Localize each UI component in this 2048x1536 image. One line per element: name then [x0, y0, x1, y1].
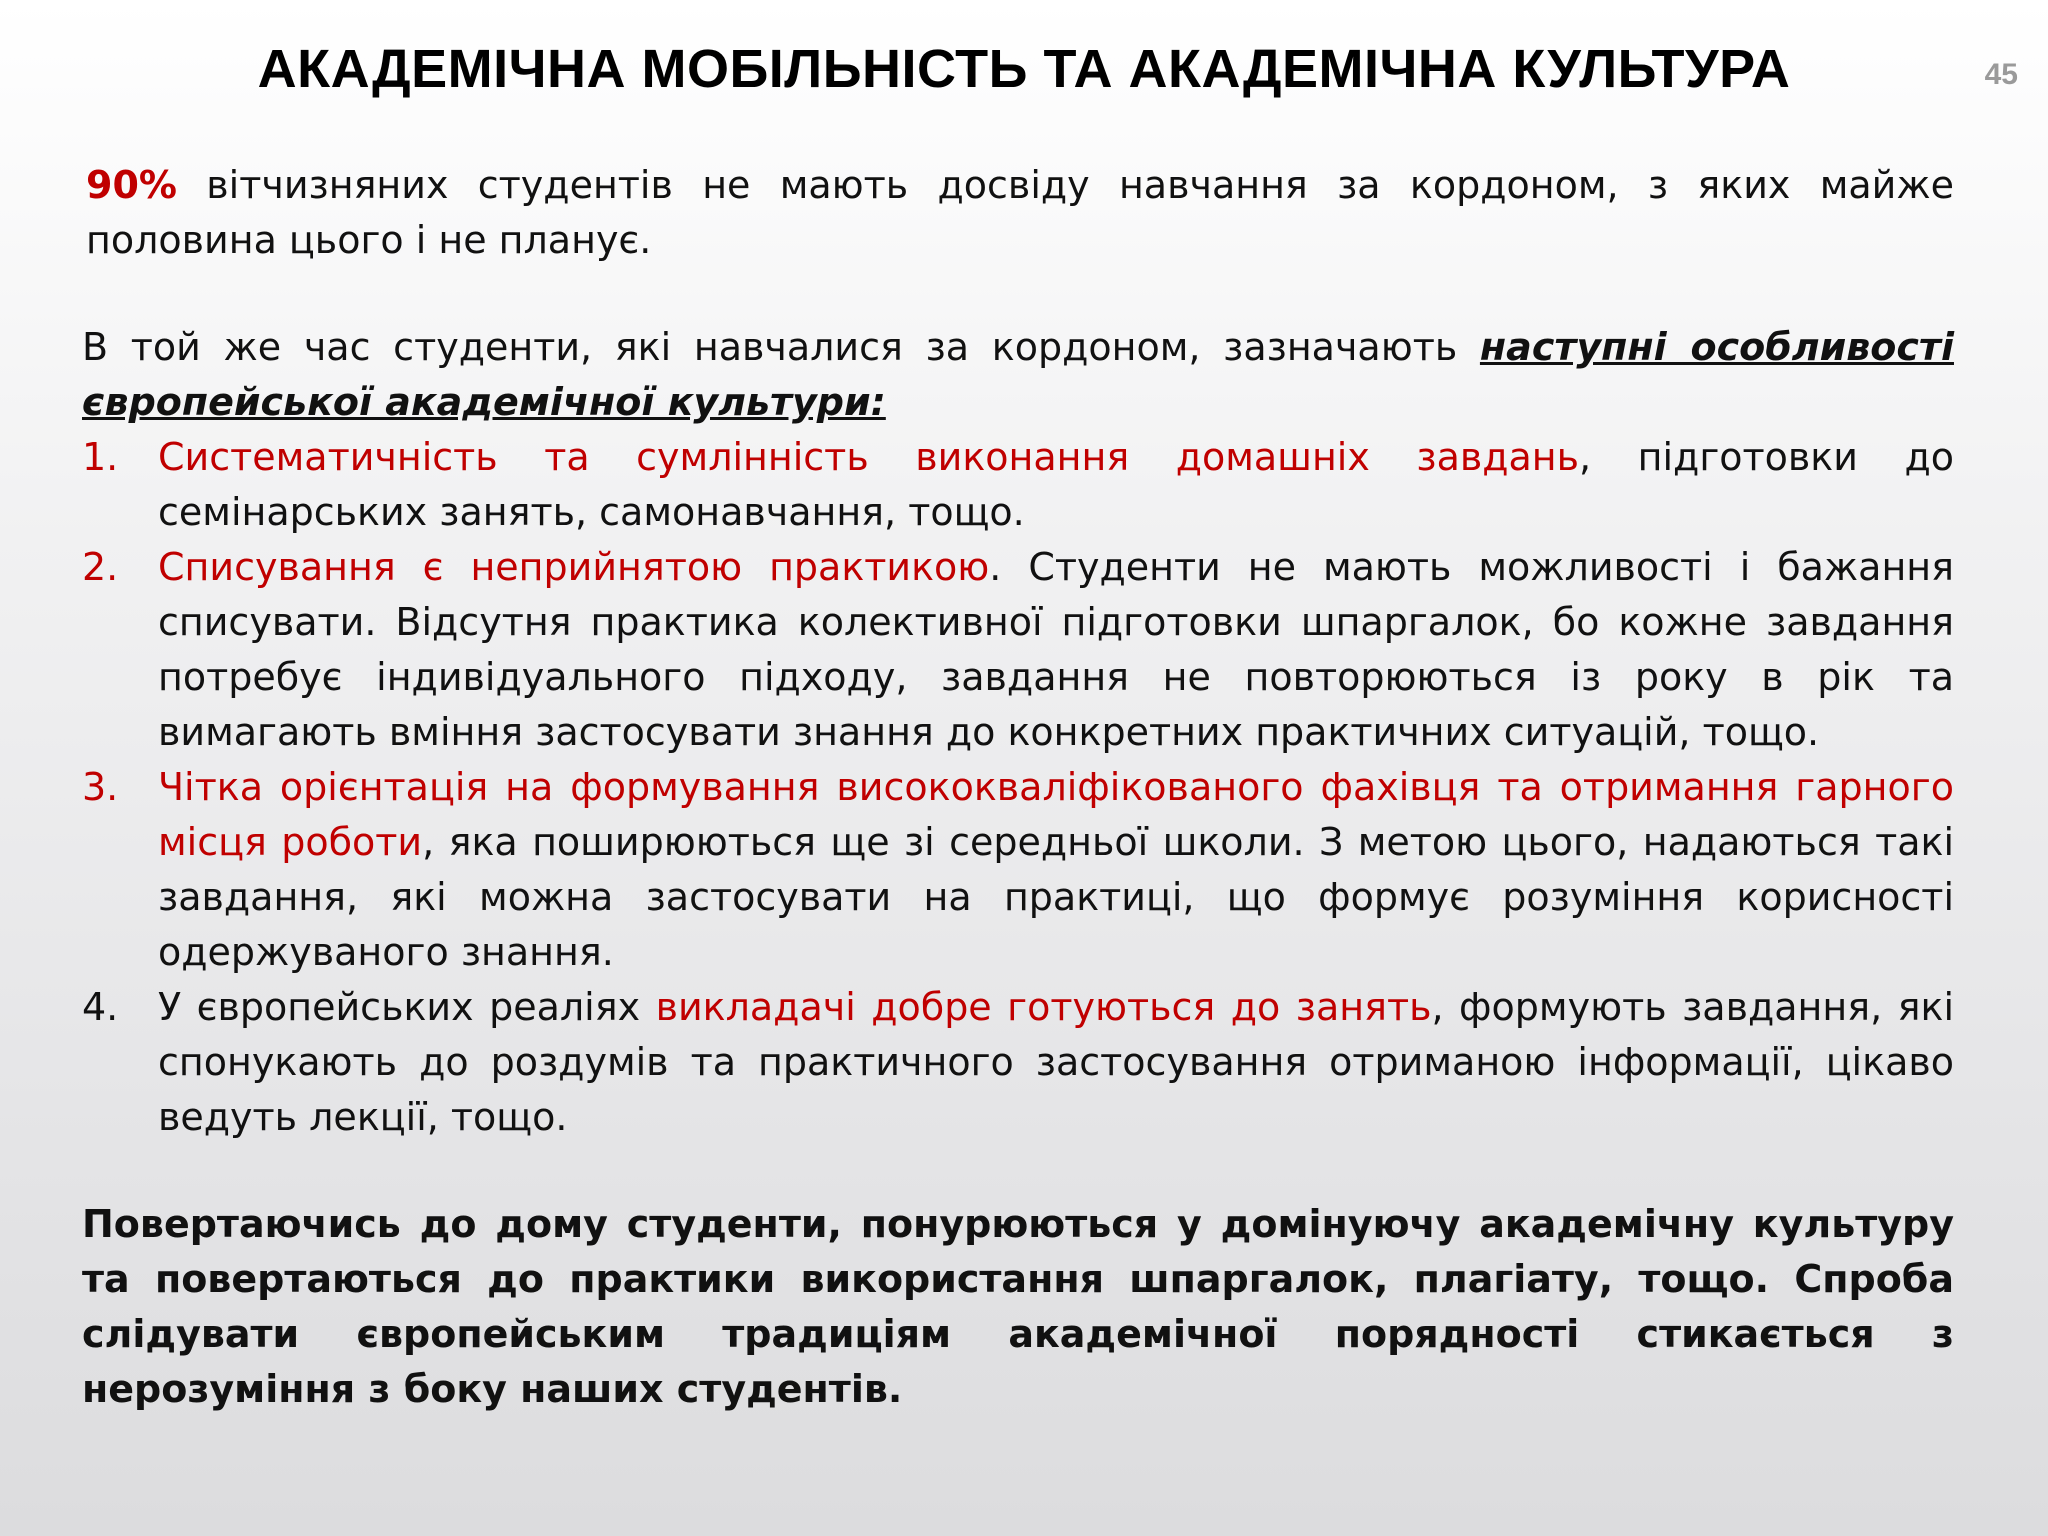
list-item-number: 1. — [82, 435, 119, 479]
list-item-text: , підготовки до семінарських занять, самонавчання, тощо. — [158, 435, 1954, 534]
slide-title: АКАДЕМІЧНА МОБІЛЬНІСТЬ ТА АКАДЕМІЧНА КУЛЬТУРА — [257, 39, 1791, 99]
lead-paragraph — [82, 320, 1954, 430]
list-item-highlight: Чітка орієнтація на формування висококваліфікованого фахівця та отримання гарного місця роботи — [158, 765, 1954, 864]
intro-paragraph — [82, 158, 1954, 268]
list-item — [82, 540, 1954, 760]
list-item — [82, 760, 1954, 980]
intro-text: вітчизняних студентів не мають досвіду навчання за кордоном, з яких майже половина цього і не планує. — [86, 163, 1954, 262]
list-item-number: 3. — [82, 765, 119, 809]
slide-number: 45 — [1984, 58, 2018, 91]
list-item-number: 4. — [82, 985, 119, 1029]
features-list — [82, 430, 1954, 1145]
list-item-text: , яка поширюються ще зі середньої школи. З метою цього, надаються такі завдання, які можна застосувати на практиці, що формує розуміння корисності одержуваного знання. — [158, 820, 1955, 974]
list-item-text: . Студенти не мають можливості і бажання списувати. Відсутня практика колективної підготовки шпаргалок, бо кожне завдання потребує індивідуального підходу, завдання не повторюються із року в рік та вимагають вміння застосувати знання до конкретних практичних ситуацій, тощо. — [158, 545, 1954, 754]
list-item-highlight: Систематичність та сумлінність виконання домашніх завдань — [158, 435, 1580, 479]
lead-text: В той же час студенти, які навчалися за кордоном, зазначають — [82, 325, 1480, 369]
list-item-text: , формують завдання, які спонукають до роздумів та практичного застосування отриманою інформації, цікаво ведуть лекції, тощо. — [158, 985, 1955, 1139]
list-item-highlight: викладачі добре готуються до занять — [655, 985, 1432, 1029]
intro-percent: 90% — [86, 163, 177, 207]
lead-emphasis: наступні особливості європейської академічної культури: — [82, 325, 1954, 424]
list-item-number: 2. — [82, 545, 119, 589]
conclusion-paragraph: Повертаючись до дому студенти, понурюються у домінуючу академічну культуру та повертаються до практики використання шпаргалок, плагіату, тощо. Спроба слідувати європейським традиціям академічної порядності стикається з нерозуміння з боку наших студентів. — [82, 1202, 1954, 1411]
list-item-highlight: Списування є неприйнятою практикою — [158, 545, 990, 589]
list-item — [82, 430, 1954, 540]
list-item — [82, 980, 1954, 1145]
slide-content — [82, 158, 1954, 1417]
list-item-prefix: У європейських реаліях — [158, 985, 656, 1029]
